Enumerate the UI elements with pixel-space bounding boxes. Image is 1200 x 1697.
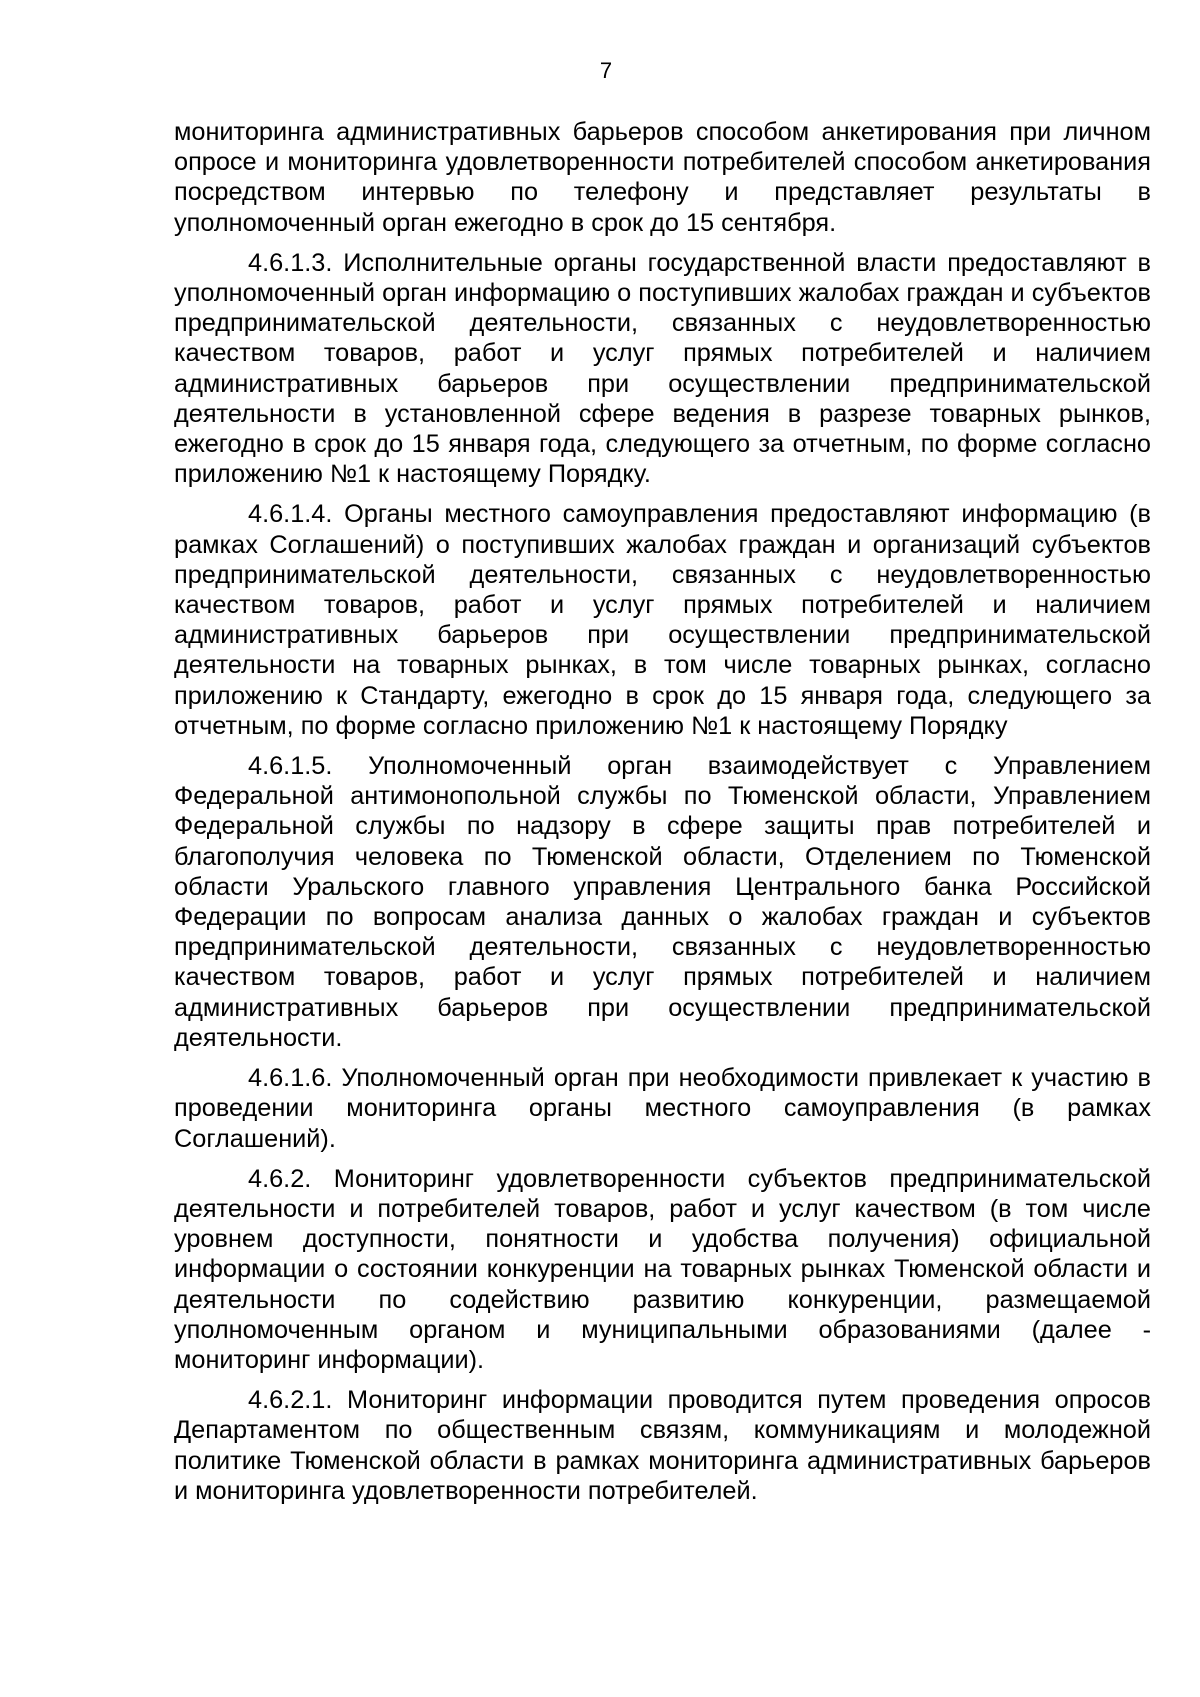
page-number: 7 [599, 58, 613, 83]
paragraph-4-6-1-3: 4.6.1.3. Исполнительные органы государственной власти предоставляют в уполномоченный орган информацию о поступивших жалобах граждан и субъектов предпринимательской деятельности, связанных с неудовлетворенностью качеством товаров, работ и услуг прямых потребителей и наличием административных барьеров при осуществлении предпринимательской деятельности в установленной сфере ведения в разрезе товарных рынков, ежегодно в срок до 15 января года, следующего за отчетным, по форме согласно приложению №1 к настоящему Порядку. [174, 248, 1151, 489]
paragraph-continuation: мониторинга административных барьеров способом анкетирования при личном опросе и мониторинга удовлетворенности потребителей способом анкетирования посредством интервью по телефону и представляет результаты в уполномоченный орган ежегодно в срок до 15 сентября. [174, 118, 1151, 237]
paragraph-4-6-2-1: 4.6.2.1. Мониторинг информации проводится путем проведения опросов Департаментом по общественным связям, коммуникациям и молодежной политике Тюменской области в рамках мониторинга административных барьеров и мониторинга удовлетворенности потребителей. [174, 1386, 1151, 1505]
paragraph-4-6-1-5: 4.6.1.5. Уполномоченный орган взаимодействует с Управлением Федеральной антимонопольной службы по Тюменской области, Управлением Федеральной службы по надзору в сфере защиты прав потребителей и благополучия человека по Тюменской области, Отделением по Тюменской области Уральского главного управления Центрального банка Российской Федерации по вопросам анализа данных о жалобах граждан и субъектов предпринимательской деятельности, связанных с неудовлетворенностью качеством товаров, работ и услуг прямых потребителей и наличием административных барьеров при осуществлении предпринимательской деятельности. [174, 752, 1151, 1052]
paragraph-4-6-2: 4.6.2. Мониторинг удовлетворенности субъектов предпринимательской деятельности и потребителей товаров, работ и услуг качеством (в том числе уровнем доступности, понятности и удобства получения) официальной информации о состоянии конкуренции на товарных рынках Тюменской области и деятельности по содействию развитию конкуренции, размещаемой уполномоченным органом и муниципальными образованиями (далее - мониторинг информации). [174, 1164, 1151, 1374]
paragraph-4-6-1-4: 4.6.1.4. Органы местного самоуправления предоставляют информацию (в рамках Соглашений) о поступивших жалобах граждан и организаций субъектов предпринимательской деятельности, связанных с неудовлетворенностью качеством товаров, работ и услуг прямых потребителей и наличием административных барьеров при осуществлении предпринимательской деятельности на товарных рынках, в том числе товарных рынках, согласно приложению к Стандарту, ежегодно в срок до 15 января года, следующего за отчетным, по форме согласно приложению №1 к настоящему Порядку [174, 500, 1151, 740]
document-body [174, 117, 1151, 1516]
paragraph-4-6-1-6: 4.6.1.6. Уполномоченный орган при необходимости привлекает к участию в проведении мониторинга органы местного самоуправления (в рамках Соглашений). [174, 1064, 1151, 1153]
